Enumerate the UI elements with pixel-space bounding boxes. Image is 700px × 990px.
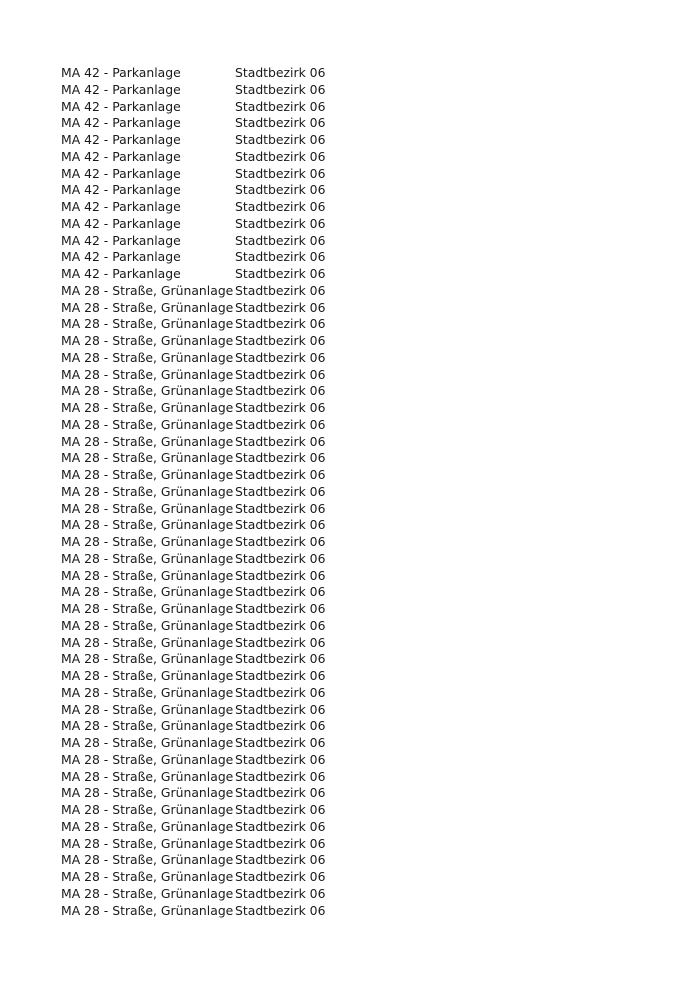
table-row: [61, 199, 361, 216]
district-cell: Stadtbezirk 06: [235, 701, 326, 717]
department-cell: MA 28 - Straße, Grünanlage: [61, 316, 234, 332]
table-row: [61, 300, 361, 317]
district-cell: Stadtbezirk 06: [235, 433, 326, 449]
district-cell: Stadtbezirk 06: [235, 383, 326, 399]
table-row: [61, 601, 361, 618]
department-cell: MA 42 - Parkanlage: [61, 215, 181, 231]
district-cell: Stadtbezirk 06: [235, 282, 326, 298]
district-cell: Stadtbezirk 06: [235, 818, 326, 834]
district-cell: Stadtbezirk 06: [235, 852, 326, 868]
table-row: [61, 182, 361, 199]
district-cell: Stadtbezirk 06: [235, 182, 326, 198]
department-cell: MA 28 - Straße, Grünanlage: [61, 617, 234, 633]
table-row: [61, 266, 361, 283]
table-row: [61, 434, 361, 451]
department-cell: MA 28 - Straße, Grünanlage: [61, 349, 234, 365]
table-row: [61, 467, 361, 484]
district-cell: Stadtbezirk 06: [235, 316, 326, 332]
table-row: [61, 903, 361, 920]
district-cell: Stadtbezirk 06: [235, 450, 326, 466]
department-cell: MA 28 - Straße, Grünanlage: [61, 802, 234, 817]
district-cell: Stadtbezirk 06: [235, 81, 326, 97]
department-cell: MA 28 - Straße, Grünanlage: [61, 634, 234, 650]
district-cell: Stadtbezirk 06: [235, 785, 326, 801]
department-cell: MA 28 - Straße, Grünanlage: [61, 902, 234, 918]
department-cell: MA 42 - Parkanlage: [61, 65, 181, 80]
district-cell: Stadtbezirk 06: [235, 651, 326, 667]
district-cell: Stadtbezirk 06: [235, 98, 326, 114]
department-cell: MA 28 - Straße, Grünanlage: [61, 366, 234, 382]
district-cell: Stadtbezirk 06: [235, 768, 326, 784]
district-cell: Stadtbezirk 06: [235, 416, 326, 432]
district-cell: Stadtbezirk 06: [235, 115, 326, 131]
table-row: [61, 400, 361, 417]
department-cell: MA 28 - Straße, Grünanlage: [61, 550, 234, 566]
table-row: [61, 82, 361, 99]
department-cell: MA 28 - Straße, Grünanlage: [61, 333, 234, 348]
table-row: [61, 484, 361, 501]
district-cell: Stadtbezirk 06: [235, 333, 326, 348]
department-cell: MA 42 - Parkanlage: [61, 115, 181, 131]
data-table: [61, 65, 361, 919]
district-cell: Stadtbezirk 06: [235, 634, 326, 650]
district-cell: Stadtbezirk 06: [235, 517, 326, 533]
district-cell: Stadtbezirk 06: [235, 735, 326, 750]
table-row: [61, 233, 361, 250]
district-cell: Stadtbezirk 06: [235, 567, 326, 583]
department-cell: MA 28 - Straße, Grünanlage: [61, 299, 234, 315]
table-row: [61, 852, 361, 869]
department-cell: MA 28 - Straße, Grünanlage: [61, 467, 234, 482]
district-cell: Stadtbezirk 06: [235, 483, 326, 499]
table-row: [61, 668, 361, 685]
district-cell: Stadtbezirk 06: [235, 584, 326, 600]
district-cell: Stadtbezirk 06: [235, 902, 326, 918]
department-cell: MA 28 - Straße, Grünanlage: [61, 768, 234, 784]
table-row: [61, 283, 361, 300]
department-cell: MA 28 - Straße, Grünanlage: [61, 869, 234, 884]
department-cell: MA 28 - Straße, Grünanlage: [61, 601, 234, 616]
department-cell: MA 28 - Straße, Grünanlage: [61, 818, 234, 834]
table-row: [61, 417, 361, 434]
table-row: [61, 735, 361, 752]
table-row: [61, 836, 361, 853]
district-cell: Stadtbezirk 06: [235, 366, 326, 382]
table-row: [61, 517, 361, 534]
department-cell: MA 28 - Straße, Grünanlage: [61, 400, 234, 415]
table-row: [61, 383, 361, 400]
department-cell: MA 42 - Parkanlage: [61, 98, 181, 114]
district-cell: Stadtbezirk 06: [235, 684, 326, 700]
department-cell: MA 42 - Parkanlage: [61, 165, 181, 181]
district-cell: Stadtbezirk 06: [235, 835, 326, 851]
table-row: [61, 350, 361, 367]
district-cell: Stadtbezirk 06: [235, 550, 326, 566]
district-cell: Stadtbezirk 06: [235, 165, 326, 181]
table-row: [61, 584, 361, 601]
table-row: [61, 115, 361, 132]
district-cell: Stadtbezirk 06: [235, 199, 326, 214]
table-row: [61, 718, 361, 735]
table-row: [61, 551, 361, 568]
table-row: [61, 534, 361, 551]
table-row: [61, 216, 361, 233]
department-cell: MA 28 - Straße, Grünanlage: [61, 517, 234, 533]
department-cell: MA 28 - Straße, Grünanlage: [61, 852, 234, 868]
table-row: [61, 869, 361, 886]
table-row: [61, 769, 361, 786]
department-cell: MA 42 - Parkanlage: [61, 148, 181, 164]
district-cell: Stadtbezirk 06: [235, 400, 326, 415]
department-cell: MA 28 - Straße, Grünanlage: [61, 500, 234, 516]
table-row: [61, 132, 361, 149]
department-cell: MA 42 - Parkanlage: [61, 199, 181, 214]
department-cell: MA 28 - Straße, Grünanlage: [61, 684, 234, 700]
table-row: [61, 166, 361, 183]
department-cell: MA 28 - Straße, Grünanlage: [61, 701, 234, 717]
district-cell: Stadtbezirk 06: [235, 467, 326, 482]
department-cell: MA 42 - Parkanlage: [61, 182, 181, 198]
table-row: [61, 819, 361, 836]
department-cell: MA 28 - Straße, Grünanlage: [61, 416, 234, 432]
district-cell: Stadtbezirk 06: [235, 534, 326, 549]
table-row: [61, 618, 361, 635]
district-cell: Stadtbezirk 06: [235, 148, 326, 164]
table-row: [61, 635, 361, 652]
department-cell: MA 28 - Straße, Grünanlage: [61, 282, 234, 298]
district-cell: Stadtbezirk 06: [235, 601, 326, 616]
table-row: [61, 149, 361, 166]
table-row: [61, 785, 361, 802]
department-cell: MA 28 - Straße, Grünanlage: [61, 885, 234, 901]
department-cell: MA 28 - Straße, Grünanlage: [61, 483, 234, 499]
department-cell: MA 28 - Straße, Grünanlage: [61, 751, 234, 767]
table-row: [61, 333, 361, 350]
table-row: [61, 65, 361, 82]
table-row: [61, 702, 361, 719]
district-cell: Stadtbezirk 06: [235, 249, 326, 265]
district-cell: Stadtbezirk 06: [235, 132, 326, 147]
department-cell: MA 42 - Parkanlage: [61, 232, 181, 248]
department-cell: MA 28 - Straße, Grünanlage: [61, 584, 234, 600]
department-cell: MA 28 - Straße, Grünanlage: [61, 718, 234, 734]
table-row: [61, 886, 361, 903]
department-cell: MA 28 - Straße, Grünanlage: [61, 567, 234, 583]
table-row: [61, 568, 361, 585]
district-cell: Stadtbezirk 06: [235, 232, 326, 248]
department-cell: MA 28 - Straße, Grünanlage: [61, 651, 234, 667]
department-cell: MA 42 - Parkanlage: [61, 249, 181, 265]
table-row: [61, 99, 361, 116]
district-cell: Stadtbezirk 06: [235, 718, 326, 734]
department-cell: MA 28 - Straße, Grünanlage: [61, 785, 234, 801]
department-cell: MA 28 - Straße, Grünanlage: [61, 835, 234, 851]
table-row: [61, 450, 361, 467]
district-cell: Stadtbezirk 06: [235, 266, 326, 281]
table-row: [61, 501, 361, 518]
department-cell: MA 28 - Straße, Grünanlage: [61, 450, 234, 466]
district-cell: Stadtbezirk 06: [235, 349, 326, 365]
district-cell: Stadtbezirk 06: [235, 751, 326, 767]
department-cell: MA 42 - Parkanlage: [61, 81, 181, 97]
table-row: [61, 367, 361, 384]
district-cell: Stadtbezirk 06: [235, 869, 326, 884]
district-cell: Stadtbezirk 06: [235, 617, 326, 633]
table-row: [61, 752, 361, 769]
district-cell: Stadtbezirk 06: [235, 668, 326, 683]
district-cell: Stadtbezirk 06: [235, 802, 326, 817]
table-row: [61, 316, 361, 333]
table-row: [61, 685, 361, 702]
district-cell: Stadtbezirk 06: [235, 65, 326, 80]
department-cell: MA 28 - Straße, Grünanlage: [61, 383, 234, 399]
district-cell: Stadtbezirk 06: [235, 500, 326, 516]
department-cell: MA 28 - Straße, Grünanlage: [61, 433, 234, 449]
district-cell: Stadtbezirk 06: [235, 215, 326, 231]
department-cell: MA 42 - Parkanlage: [61, 266, 181, 281]
department-cell: MA 28 - Straße, Grünanlage: [61, 534, 234, 549]
table-row: [61, 651, 361, 668]
department-cell: MA 28 - Straße, Grünanlage: [61, 735, 234, 750]
department-cell: MA 28 - Straße, Grünanlage: [61, 668, 234, 683]
district-cell: Stadtbezirk 06: [235, 299, 326, 315]
district-cell: Stadtbezirk 06: [235, 885, 326, 901]
department-cell: MA 42 - Parkanlage: [61, 132, 181, 147]
table-row: [61, 249, 361, 266]
table-row: [61, 802, 361, 819]
